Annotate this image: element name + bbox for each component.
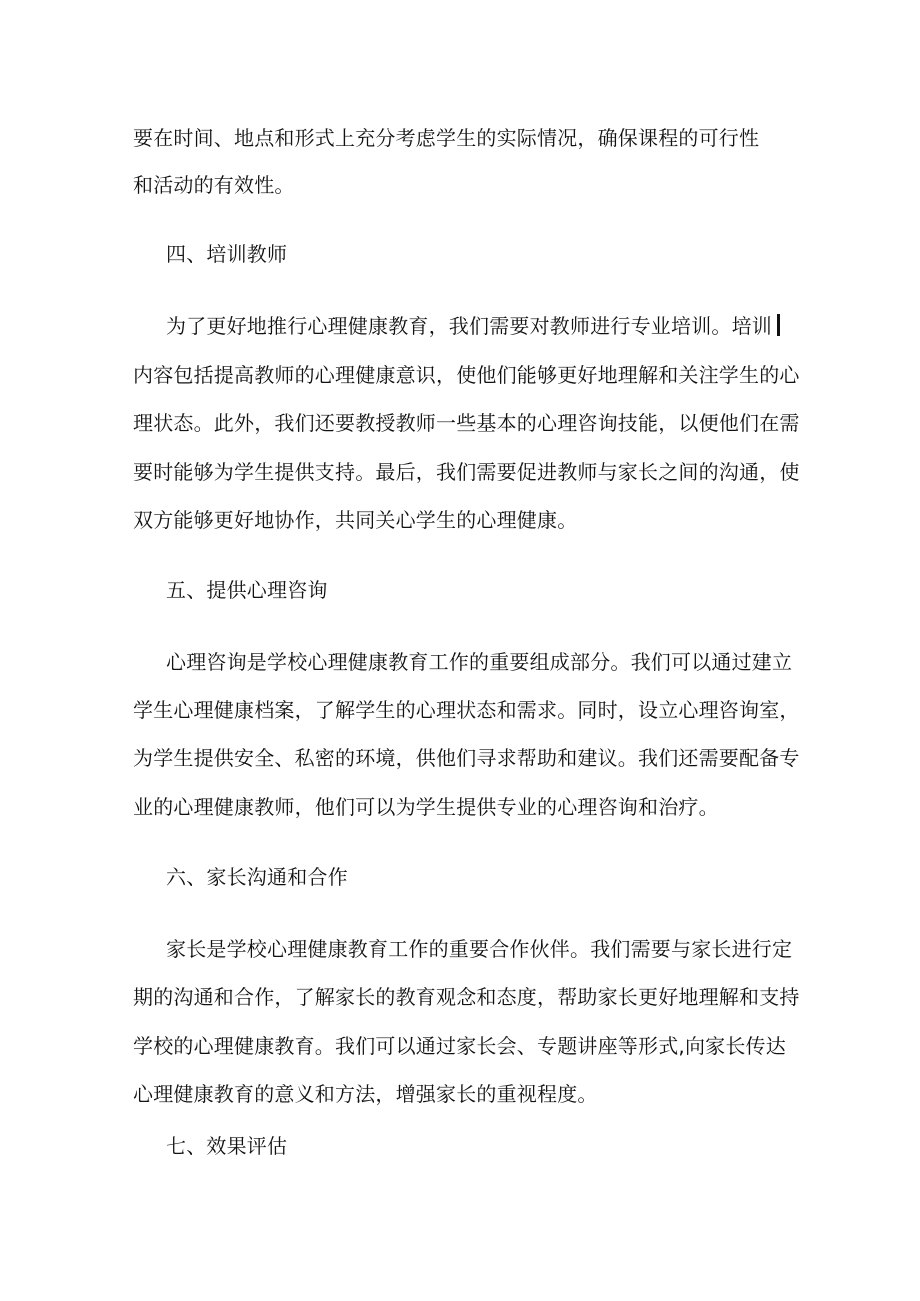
paragraph-line: 业的心理健康教师，他们可以为学生提供专业的心理咨询和治疗。 <box>133 795 719 819</box>
paragraph-line: 理状态。此外，我们还要教授教师一些基本的心理咨询技能，以便他们在需 <box>133 411 800 435</box>
paragraph-line: 和活动的有效性。 <box>133 173 295 197</box>
paragraph-line: 为了更好地推行心理健康教育，我们需要对教师进行专业培训。培训 <box>166 314 772 338</box>
paragraph-line: 要在时间、地点和形式上充分考虑学生的实际情况，确保课程的可行性 <box>133 126 760 150</box>
paragraph-line: 内容包括提高教师的心理健康意识，使他们能够更好地理解和关注学生的心 <box>133 363 800 387</box>
section-heading-counseling: 五、提供心理咨询 <box>166 578 328 602</box>
section-heading-evaluation: 七、效果评估 <box>166 1134 288 1158</box>
paragraph-line: 心理健康教育的意义和方法，增强家长的重视程度。 <box>133 1082 598 1106</box>
paragraph-line: 期的沟通和合作，了解家长的教育观念和态度，帮助家长更好地理解和支持 <box>133 985 800 1009</box>
text-cursor-bar <box>777 314 780 336</box>
paragraph-line: 心理咨询是学校心理健康教育工作的重要组成部分。我们可以通过建立 <box>166 650 793 674</box>
paragraph-line: 双方能够更好地协作，共同关心学生的心理健康。 <box>133 508 578 532</box>
section-heading-parent-communication: 六、家长沟通和合作 <box>166 865 348 889</box>
section-heading-train-teachers: 四、培训教师 <box>166 242 288 266</box>
paragraph-line: 家长是学校心理健康教育工作的重要合作伙伴。我们需要与家长进行定 <box>166 937 793 961</box>
paragraph-line: 要时能够为学生提供支持。最后，我们需要促进教师与家长之间的沟通，使 <box>133 460 800 484</box>
paragraph-line: 为学生提供安全、私密的环境，供他们寻求帮助和建议。我们还需要配备专 <box>133 746 800 770</box>
paragraph-line: 学生心理健康档案，了解学生的心理状态和需求。同时，设立心理咨询室， <box>133 698 800 722</box>
paragraph-line: 学校的心理健康教育。我们可以通过家长会、专题讲座等形式,向家长传达 <box>133 1034 786 1058</box>
